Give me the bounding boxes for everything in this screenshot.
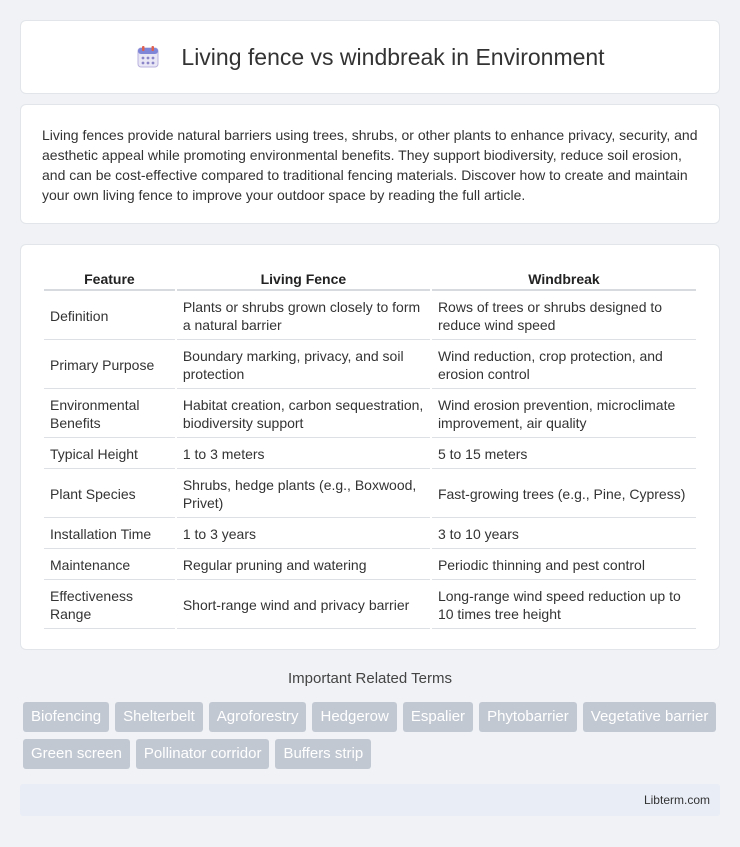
living-fence-cell: 1 to 3 years bbox=[177, 520, 430, 549]
windbreak-cell: Rows of trees or shrubs designed to reduce wind speed bbox=[432, 293, 696, 340]
feature-cell: Definition bbox=[44, 293, 175, 340]
table-row bbox=[44, 582, 696, 629]
table-row bbox=[44, 391, 696, 438]
header-card bbox=[20, 20, 720, 94]
tag-hedgerow[interactable]: Hedgerow bbox=[312, 702, 396, 732]
intro-card bbox=[20, 104, 720, 224]
feature-cell: Installation Time bbox=[44, 520, 175, 549]
living-fence-cell: Habitat creation, carbon sequestration, biodiversity support bbox=[177, 391, 430, 438]
living-fence-cell: Plants or shrubs grown closely to form a natural barrier bbox=[177, 293, 430, 340]
windbreak-cell: Wind erosion prevention, microclimate improvement, air quality bbox=[432, 391, 696, 438]
tag-vegetative-barrier[interactable]: Vegetative barrier bbox=[583, 702, 717, 732]
living-fence-cell: Boundary marking, privacy, and soil protection bbox=[177, 342, 430, 389]
windbreak-cell: Long-range wind speed reduction up to 10 times tree height bbox=[432, 582, 696, 629]
table-row bbox=[44, 293, 696, 340]
comparison-table bbox=[42, 265, 698, 631]
windbreak-cell: Periodic thinning and pest control bbox=[432, 551, 696, 580]
footer-brand[interactable]: Libterm.com bbox=[643, 793, 710, 807]
tag-shelterbelt[interactable]: Shelterbelt bbox=[115, 702, 203, 732]
feature-cell: Plant Species bbox=[44, 471, 175, 518]
windbreak-cell: Fast-growing trees (e.g., Pine, Cypress) bbox=[432, 471, 696, 518]
related-terms-title: Important Related Terms bbox=[288, 670, 452, 687]
page-title: Living fence vs windbreak in Environment bbox=[181, 43, 605, 70]
header bbox=[135, 44, 604, 71]
tag-phytobarrier[interactable]: Phytobarrier bbox=[479, 702, 577, 732]
header-windbreak: Windbreak bbox=[432, 267, 696, 291]
living-fence-cell: Regular pruning and watering bbox=[177, 551, 430, 580]
tag-biofencing[interactable]: Biofencing bbox=[23, 702, 109, 732]
calendar-icon bbox=[135, 44, 161, 70]
feature-cell: Typical Height bbox=[44, 440, 175, 469]
living-fence-cell: Shrubs, hedge plants (e.g., Boxwood, Privet) bbox=[177, 471, 430, 518]
comparison-card bbox=[20, 244, 720, 650]
table-row bbox=[44, 342, 696, 389]
tag-green-screen[interactable]: Green screen bbox=[23, 739, 130, 769]
table-row bbox=[44, 520, 696, 549]
living-fence-cell: 1 to 3 meters bbox=[177, 440, 430, 469]
table-header-row bbox=[44, 267, 696, 291]
tag-buffers-strip[interactable]: Buffers strip bbox=[275, 739, 371, 769]
living-fence-cell: Short-range wind and privacy barrier bbox=[177, 582, 430, 629]
intro-text: Living fences provide natural barriers using trees, shrubs, or other plants to enhance privacy, security, and aesthetic appeal while promoting environmental benefits. They support biodiversity, reduce soil erosion, and can be cost-effective compared to traditional fencing materials. Discover how to create and maintain your own living fence to improve your outdoor space by reading the full article. bbox=[42, 127, 698, 203]
table-row bbox=[44, 471, 696, 518]
header-living-fence: Living Fence bbox=[177, 267, 430, 291]
feature-cell: Effectiveness Range bbox=[44, 582, 175, 629]
feature-cell: Environmental Benefits bbox=[44, 391, 175, 438]
footer bbox=[20, 784, 720, 816]
table-row bbox=[44, 440, 696, 469]
tag-agroforestry[interactable]: Agroforestry bbox=[209, 702, 307, 732]
feature-cell: Primary Purpose bbox=[44, 342, 175, 389]
feature-cell: Maintenance bbox=[44, 551, 175, 580]
windbreak-cell: 3 to 10 years bbox=[432, 520, 696, 549]
header-feature: Feature bbox=[44, 267, 175, 291]
tag-pollinator-corridor[interactable]: Pollinator corridor bbox=[136, 739, 270, 769]
related-terms-tags bbox=[23, 702, 723, 776]
windbreak-cell: Wind reduction, crop protection, and erosion control bbox=[432, 342, 696, 389]
tag-espalier[interactable]: Espalier bbox=[403, 702, 473, 732]
windbreak-cell: 5 to 15 meters bbox=[432, 440, 696, 469]
table-row bbox=[44, 551, 696, 580]
